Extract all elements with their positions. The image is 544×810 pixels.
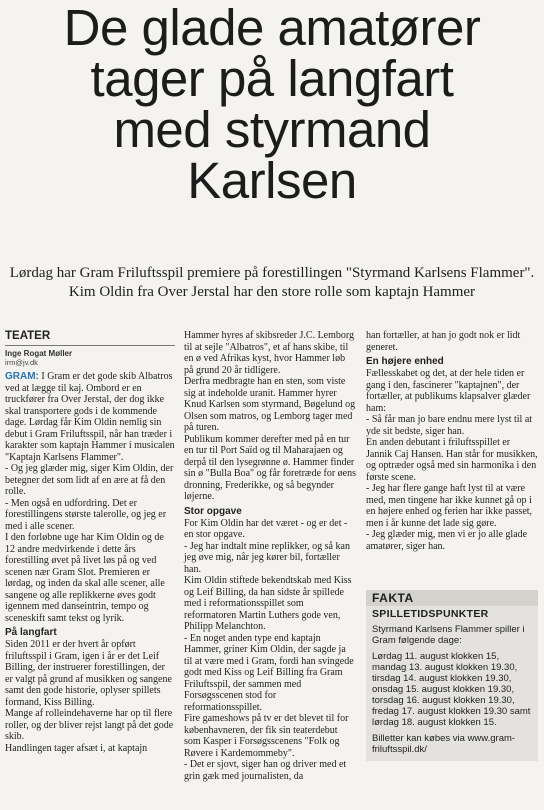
paragraph: Fire gameshows på tv er det blevet til for københavneren, der fik sin teaterdebut som Kasper i Forsøgsscenens "Folk og Røvere i Kardemommeby". (184, 713, 349, 759)
headline-line-1: De glade amatører (63, 0, 481, 56)
article-column-2 (184, 330, 356, 782)
paragraph: - Det er sjovt, siger han og driver med et grin gæk med journalisten, da (184, 759, 347, 782)
dateline: GRAM: (5, 371, 39, 382)
paragraph: Derfra medbragte han en sten, som viste sig at indeholde uranit. Hammer hyrer Knud Karlsen som styrmand, Bøgelund og Olsen som matros, og Lemborg tager med på turen. (184, 376, 356, 433)
paragraph (5, 371, 175, 463)
paragraph: Mange af rolleindehaverne har op til flere roller, og der bliver rejst langt på det gode skib. (5, 708, 174, 742)
byline: Inge Rogat Møller (5, 349, 73, 358)
paragraph: - En noget anden type end kaptajn Hammer, griner Kim Oldin, der sagde ja til at være med i Gram, fordi han svingede godt med Kiss og Leif Billing fra Gram Friluftsspil, der sammen med Forsøgsscenen stod for reformationsspillet. (184, 632, 354, 713)
fact-box-title: SPILLETIDSPUNKTER (372, 608, 489, 620)
headline-line-3: med styrmand (113, 101, 431, 158)
paragraph: Hammer hyres af skibsreder J.C. Lemborg til at sejle "Albatros", et af hans skibe, til en ø ved Afrikas kyst, hvor Hammer løb på grund 20 år tidligere. (184, 330, 355, 376)
paragraph: I den forløbne uge har Kim Oldin og de 12 andre medvirkende i dette års forestilling øvet på livet løs på og ved scenen nær Gram Slot. Premieren er lørdag, og inden da skal alle scener, alle sangene og alle replikkerne øves godt igennem med danseintrin, tempo og sceneskift samt tekst og lyrik. (5, 532, 165, 624)
paragraph: - Jeg har flere gange haft lyst til at være med, men tingene har ikke kunnet gå op i en højere enhed og ferien har ikke passet, men i år kunne det lade sig gøre. (366, 483, 533, 529)
paragraph: Kim Oldin stiftede bekendtskab med Kiss og Leif Billing, da han sidste år spillede med i reformationsspillet som reformatoren Martin Luthers gode ven, Philipp Melanchton. (184, 575, 352, 632)
paragraph: - Jeg har indtalt mine replikker, og så kan jeg øve mig, når jeg kører bil, fortæller han. (184, 540, 350, 575)
lede: Lørdag har Gram Friluftsspil premiere på forestillingen "Styrmand Karlsens Flammer". Kim Oldin fra Over Jerstal har den store rolle som kaptajn Hammer (9, 265, 535, 300)
paragraph: - Men også en udfordring. Det er forestillingens største talerolle, og jeg er med i alle scener. (5, 497, 167, 532)
article-column-3 (366, 330, 538, 552)
fact-box-dates: Lørdag 11. august klokken 15, mandag 13. august klokken 19.30, tirsdag 14. august klokken 19.30, onsdag 15. august klokken 19.30, torsdag 16. august klokken 19.30, fredag 17. august klokken 19.30 samt lørdag 18. august klokken 15. (372, 651, 531, 728)
paragraph-text: I Gram er det gode skib Albatros ved at lægge til kaj. Ombord er en truckfører fra Over Jerstal, der dog ikke skal transportere gods i de kommende dage. Lørdag får Kim Oldin nemlig sin debut i Gram Friluftsspil, når han træder i karakter som kaptajn Hammer i musicalen "Kaptajn Karlsens Flammer". (5, 371, 175, 463)
headline (0, 0, 544, 209)
paragraph: Siden 2011 er der hvert år opført friluftsspil i Gram, igen i år er det Leif Billing, der instruerer forestillingen, der er valgt på grund af musikken og sangene samt den gode historie, oplyser spillets formand, Kiss Billing. (5, 639, 172, 708)
headline-line-2: tager på langfart (90, 50, 454, 107)
paragraph: - Og jeg glæder mig, siger Kim Oldin, der betegner det som lidt af en ære at få den rolle. (5, 463, 174, 497)
paragraph: En anden debutant i friluftsspillet er Jannik Caj Hansen. Han står for musikken, og optræder også med sin harmonika i den første scene. (366, 437, 538, 483)
paragraph: Publikum kommer derefter med på en tur en tur til Port Saïd og til Maharajaen og derpå til den lysegrønne ø. Hammer finder sin ø "Bulla Boa" og får foretræde for øens dronning, Frederikke, og så begynder løjerne. (184, 433, 357, 502)
fact-box-label: FAKTA (366, 590, 538, 606)
section-rubric: TEATER (5, 330, 175, 346)
article-column-1 (5, 330, 175, 754)
fact-box-intro: Styrmand Karlsens Flammer spiller i Gram følgende dage: (372, 624, 525, 646)
subheading: På langfart (5, 627, 57, 638)
paragraph: For Kim Oldin har det været - og er det - en stor opgave. (184, 517, 348, 540)
subheading: En højere enhed (366, 356, 444, 367)
fact-box (366, 590, 538, 761)
paragraph: - Så får man jo bare endnu mere lyst til at yde sit bedste, siger han. (366, 414, 533, 437)
paragraph: Handlingen tager afsæt i, at kaptajn (5, 742, 148, 754)
paragraph: Fællesskabet og det, at der hele tiden er gang i den, fascinerer "kaptajnen", der fortæller, at publikums klapsalver glæder ham: (366, 368, 531, 414)
fact-box-tickets: Billetter kan købes via www.gram-friluftsspil.dk/ (372, 733, 516, 755)
subheading: Stor opgave (184, 505, 242, 517)
paragraph: - Jeg glæder mig, men vi er jo alle glade amatører, siger han. (366, 529, 528, 552)
paragraph: han fortæller, at han jo godt nok er lidt generet. (366, 330, 521, 353)
byline-email: irm@jv.dk (5, 358, 38, 367)
headline-line-4: Karlsen (187, 152, 357, 209)
